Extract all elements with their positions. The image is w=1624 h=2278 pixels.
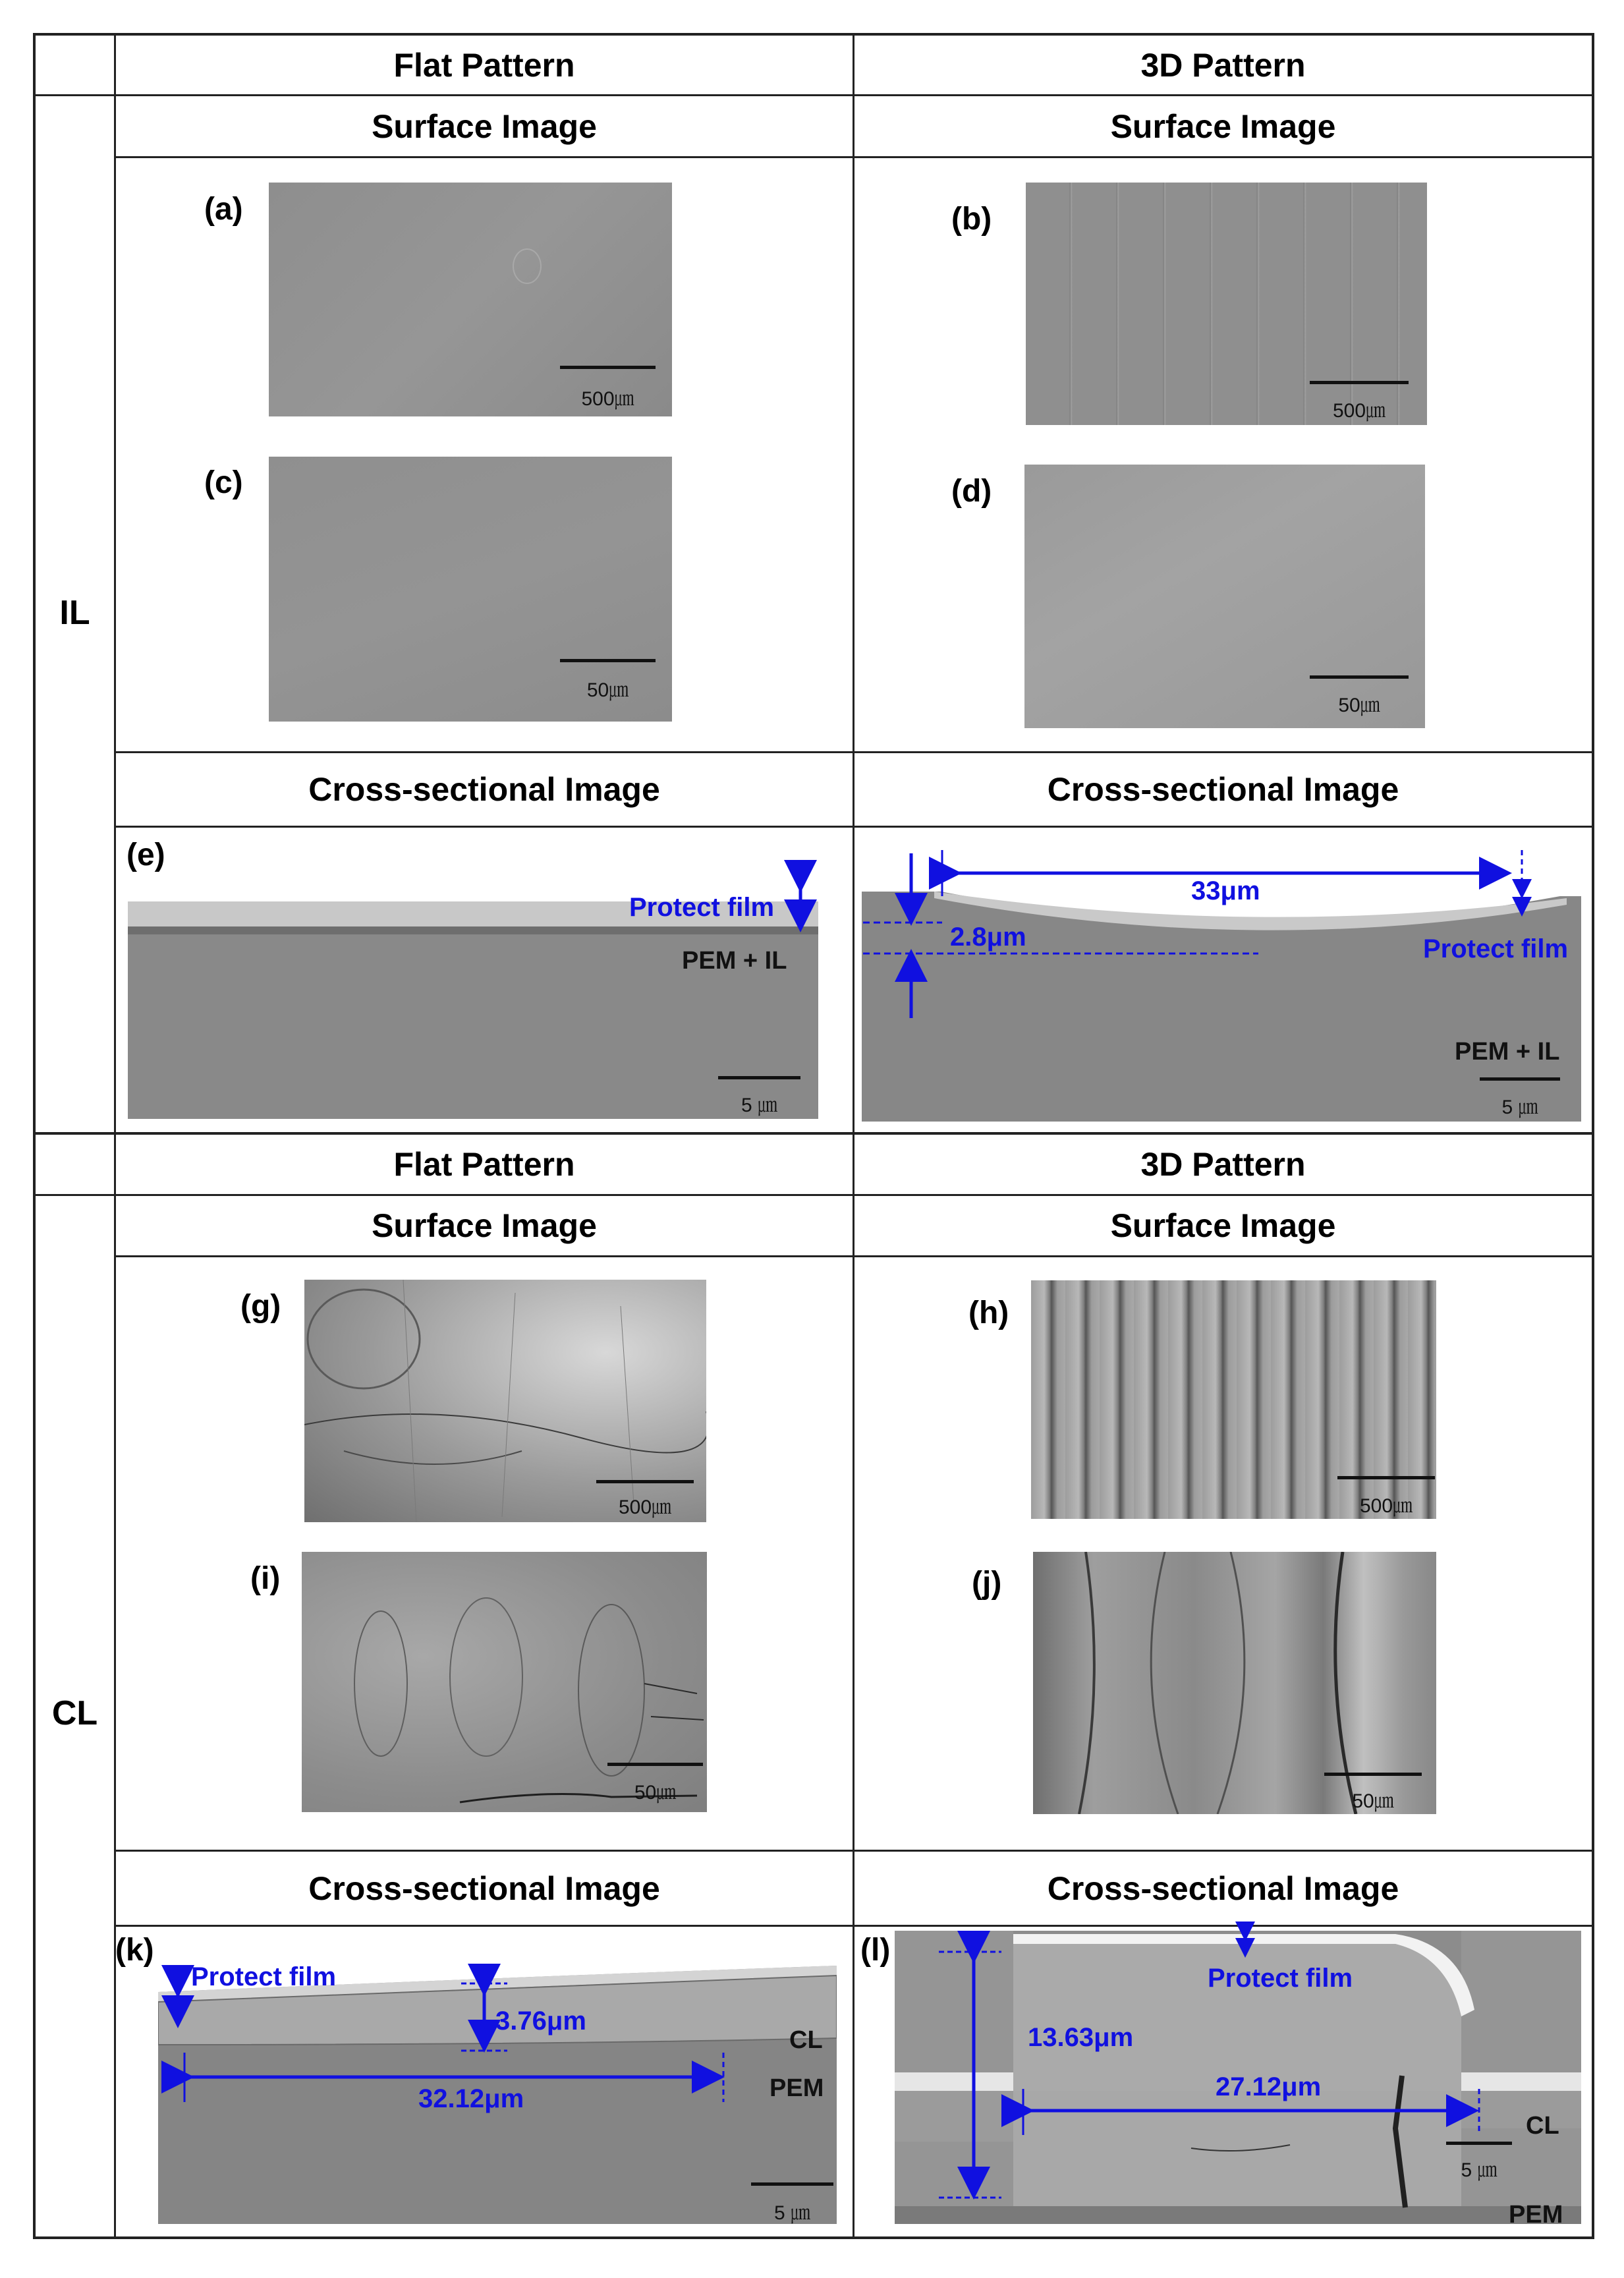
sem-image-b	[1026, 183, 1427, 425]
scale-text-e: 5 ㎛	[741, 1095, 778, 1116]
scale-text-j: 50㎛	[1352, 1790, 1394, 1812]
scalebar-b	[1310, 381, 1409, 384]
scalebar-h	[1337, 1476, 1435, 1479]
table-border-right	[1592, 33, 1594, 2239]
scale-text-f: 5 ㎛	[1501, 1096, 1538, 1118]
scalebar-d	[1310, 675, 1409, 679]
depth-label-f: 2.8μm	[950, 923, 1026, 952]
header-flat-pattern-il: Flat Pattern	[393, 46, 575, 84]
header-cross-image-il-3d: Cross-sectional Image	[1047, 771, 1399, 808]
header-cross-image-il-flat: Cross-sectional Image	[308, 771, 660, 808]
pem-il-label-e: PEM + IL	[682, 947, 787, 975]
scale-text-d: 50㎛	[1338, 695, 1380, 716]
protect-film-label-e: Protect film	[629, 893, 775, 922]
panel-label-k: (k)	[115, 1933, 154, 1968]
cl-label-l: CL	[1526, 2112, 1559, 2140]
protect-film-label-f: Protect film	[1423, 934, 1569, 963]
width-label-l: 27.12μm	[1216, 2072, 1322, 2101]
panel-label-h: (h)	[968, 1296, 1009, 1330]
divider-il-cross	[114, 826, 1594, 828]
header-cross-image-cl-flat: Cross-sectional Image	[308, 1869, 660, 1907]
scalebar-i	[607, 1763, 703, 1766]
scalebar-g	[596, 1480, 694, 1483]
protect-film-label-k: Protect film	[191, 1962, 337, 1991]
header-3d-pattern-il: 3D Pattern	[1140, 46, 1306, 84]
scale-text-b: 500㎛	[1332, 400, 1386, 422]
header-cross-image-cl-3d: Cross-sectional Image	[1047, 1869, 1399, 1907]
header-surface-image-cl-flat: Surface Image	[372, 1207, 597, 1244]
sem-image-i	[302, 1552, 707, 1812]
header-3d-pattern-cl: 3D Pattern	[1140, 1146, 1306, 1183]
sem-image-g	[304, 1280, 706, 1522]
panel-label-i: (i)	[250, 1561, 281, 1596]
scale-text-a: 500㎛	[581, 388, 634, 410]
scalebar-f	[1480, 1077, 1560, 1081]
pem-label-k: PEM	[770, 2074, 824, 2102]
scale-text-i: 50㎛	[634, 1782, 677, 1804]
divider-cl-cross	[114, 1925, 1594, 1927]
panel-label-j: (j)	[972, 1566, 1002, 1601]
scalebar-c	[560, 659, 656, 662]
header-flat-pattern-cl: Flat Pattern	[393, 1146, 575, 1183]
header-surface-image-il-3d: Surface Image	[1110, 107, 1336, 145]
scale-text-h: 500㎛	[1359, 1495, 1413, 1517]
scale-text-g: 500㎛	[618, 1496, 672, 1518]
divider-il-surface	[114, 156, 1594, 158]
scalebar-j	[1324, 1773, 1422, 1776]
scale-text-l: 5 ㎛	[1461, 2159, 1498, 2181]
thickness-label-k: 3.76μm	[495, 2007, 586, 2036]
scalebar-l	[1446, 2142, 1512, 2145]
pem-label-l: PEM	[1509, 2201, 1563, 2229]
panel-label-a: (a)	[204, 192, 243, 227]
panel-label-l: (l)	[860, 1933, 891, 1968]
panel-label-e: (e)	[126, 838, 165, 872]
sem-image-h	[1031, 1280, 1436, 1519]
panel-label-b: (b)	[951, 202, 992, 237]
protect-film-label-l: Protect film	[1208, 1964, 1353, 1993]
width-label-k: 32.12μm	[418, 2084, 524, 2113]
pem-il-label-f: PEM + IL	[1455, 1038, 1560, 1066]
divider-cl-surface	[114, 1255, 1594, 1257]
panel-label-c: (c)	[204, 465, 243, 500]
scalebar-k	[751, 2182, 833, 2186]
row-label-il: IL	[59, 594, 90, 632]
panel-label-g: (g)	[240, 1289, 281, 1324]
table-border-left	[33, 33, 36, 2239]
sem-image-a	[269, 183, 672, 416]
row-label-cl: CL	[51, 1694, 98, 1732]
cl-label-k: CL	[789, 2026, 823, 2054]
scale-text-k: 5 ㎛	[773, 2202, 811, 2224]
scale-text-c: 50㎛	[586, 679, 629, 701]
width-label-f: 33μm	[1191, 876, 1260, 905]
table-border-bottom	[33, 2236, 1594, 2239]
thickness-label-l: 13.63μm	[1028, 2023, 1134, 2052]
header-surface-image-cl-3d: Surface Image	[1110, 1207, 1336, 1244]
panel-label-d: (d)	[951, 474, 992, 509]
scalebar-e	[718, 1076, 800, 1079]
header-surface-image-il-flat: Surface Image	[372, 107, 597, 145]
scalebar-a	[560, 366, 656, 369]
